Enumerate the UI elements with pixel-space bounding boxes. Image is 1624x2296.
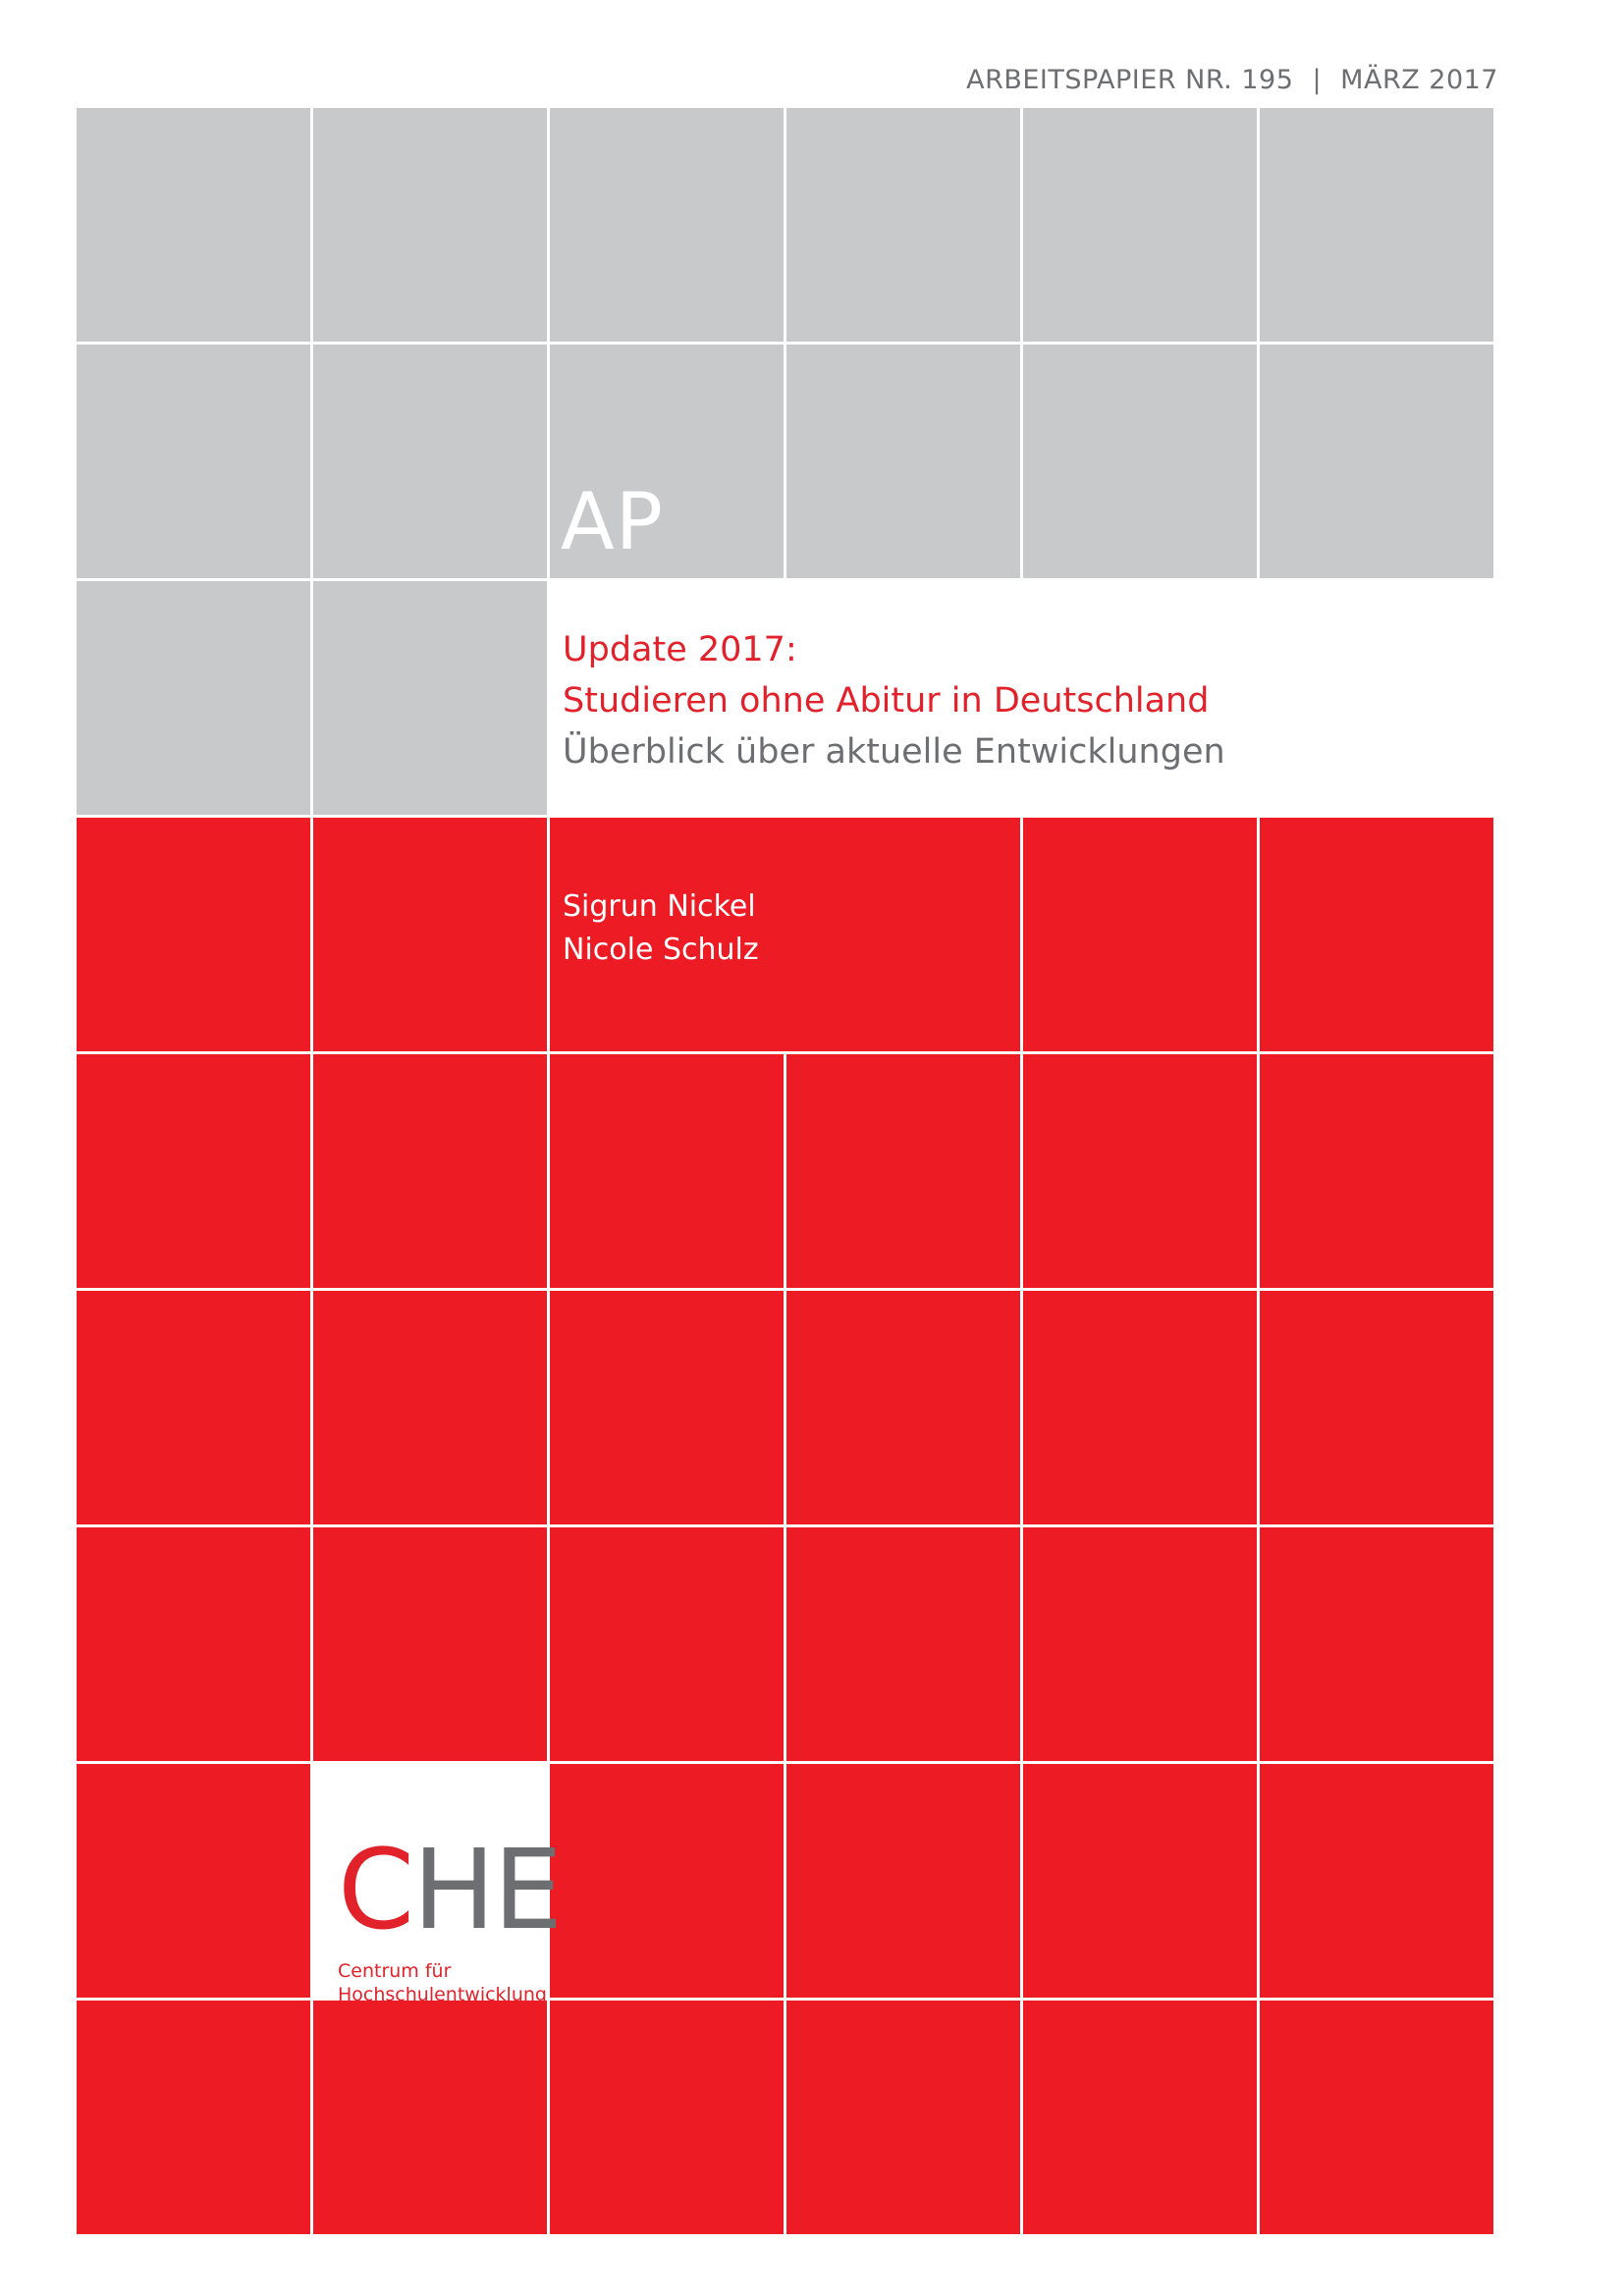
grid-cell — [313, 1291, 547, 1524]
grid-cell — [550, 2001, 784, 2234]
grid-cell — [550, 1527, 784, 1761]
grid-cell — [1023, 2001, 1257, 2234]
logo-mark — [338, 1827, 562, 1954]
logo-subtitle — [338, 1959, 561, 2006]
grid-cell — [313, 345, 547, 578]
grid-cell — [77, 1764, 310, 1998]
subtitle: Überblick über aktuelle Entwicklungen — [563, 732, 1225, 772]
logo-subtitle-line-1: Centrum für — [338, 1960, 452, 1982]
grid-cell — [313, 818, 547, 1051]
grid-cell — [786, 2001, 1020, 2234]
grid-cell — [786, 1764, 1020, 1998]
grid-cell — [313, 581, 547, 815]
grid-cell — [313, 1054, 547, 1288]
grid-cell — [786, 345, 1020, 578]
grid-cell — [1023, 345, 1257, 578]
grid-cell — [1260, 345, 1493, 578]
grid-cell — [77, 581, 310, 815]
grid-cell — [786, 1054, 1020, 1288]
grid-cell — [77, 1291, 310, 1524]
grid-cell — [313, 1527, 547, 1761]
cover-grid — [77, 108, 1496, 2243]
publication-date: MÄRZ 2017 — [1340, 65, 1498, 95]
grid-cell — [77, 345, 310, 578]
grid-cell — [313, 108, 547, 342]
title-line-1: Update 2017: — [563, 630, 797, 669]
grid-cell — [1023, 1527, 1257, 1761]
logo-mark-c: C — [338, 1827, 413, 1954]
grid-cell — [1260, 818, 1493, 1051]
grid-cell — [786, 1291, 1020, 1524]
grid-cell — [1023, 818, 1257, 1051]
logo-subtitle-line-2: Hochschulentwicklung — [338, 1984, 547, 2005]
grid-cell — [1260, 1764, 1493, 1998]
grid-cell — [550, 1054, 784, 1288]
author-name: Nicole Schulz — [563, 933, 759, 967]
grid-cell — [1260, 1527, 1493, 1761]
grid-cell — [1023, 1764, 1257, 1998]
grid-cell — [313, 2001, 547, 2234]
grid-cell — [77, 2001, 310, 2234]
title-block — [563, 624, 1486, 777]
grid-cell — [1023, 1291, 1257, 1524]
grid-cell — [1023, 108, 1257, 342]
title-line-2: Studieren ohne Abitur in Deutschland — [563, 681, 1210, 721]
ap-badge: AP — [561, 476, 664, 567]
logo-mark-he: HE — [412, 1827, 562, 1954]
grid-cell — [1260, 1054, 1493, 1288]
grid-cell — [1260, 1291, 1493, 1524]
grid-cell — [77, 818, 310, 1051]
che-logo — [338, 1827, 562, 2006]
grid-cell — [786, 1527, 1020, 1761]
author-name: Sigrun Nickel — [563, 889, 756, 924]
grid-cell — [550, 1291, 784, 1524]
series-label: ARBEITSPAPIER NR. 195 — [966, 65, 1294, 95]
publication-header — [966, 65, 1498, 95]
grid-cell — [550, 108, 784, 342]
grid-cell — [77, 1054, 310, 1288]
grid-cell — [1260, 108, 1493, 342]
grid-cell — [77, 1527, 310, 1761]
authors — [563, 885, 759, 972]
grid-cell — [1023, 1054, 1257, 1288]
grid-cell — [550, 1764, 784, 1998]
grid-cell — [77, 108, 310, 342]
grid-cell — [786, 108, 1020, 342]
header-separator: | — [1312, 65, 1323, 95]
grid-cell — [1260, 2001, 1493, 2234]
